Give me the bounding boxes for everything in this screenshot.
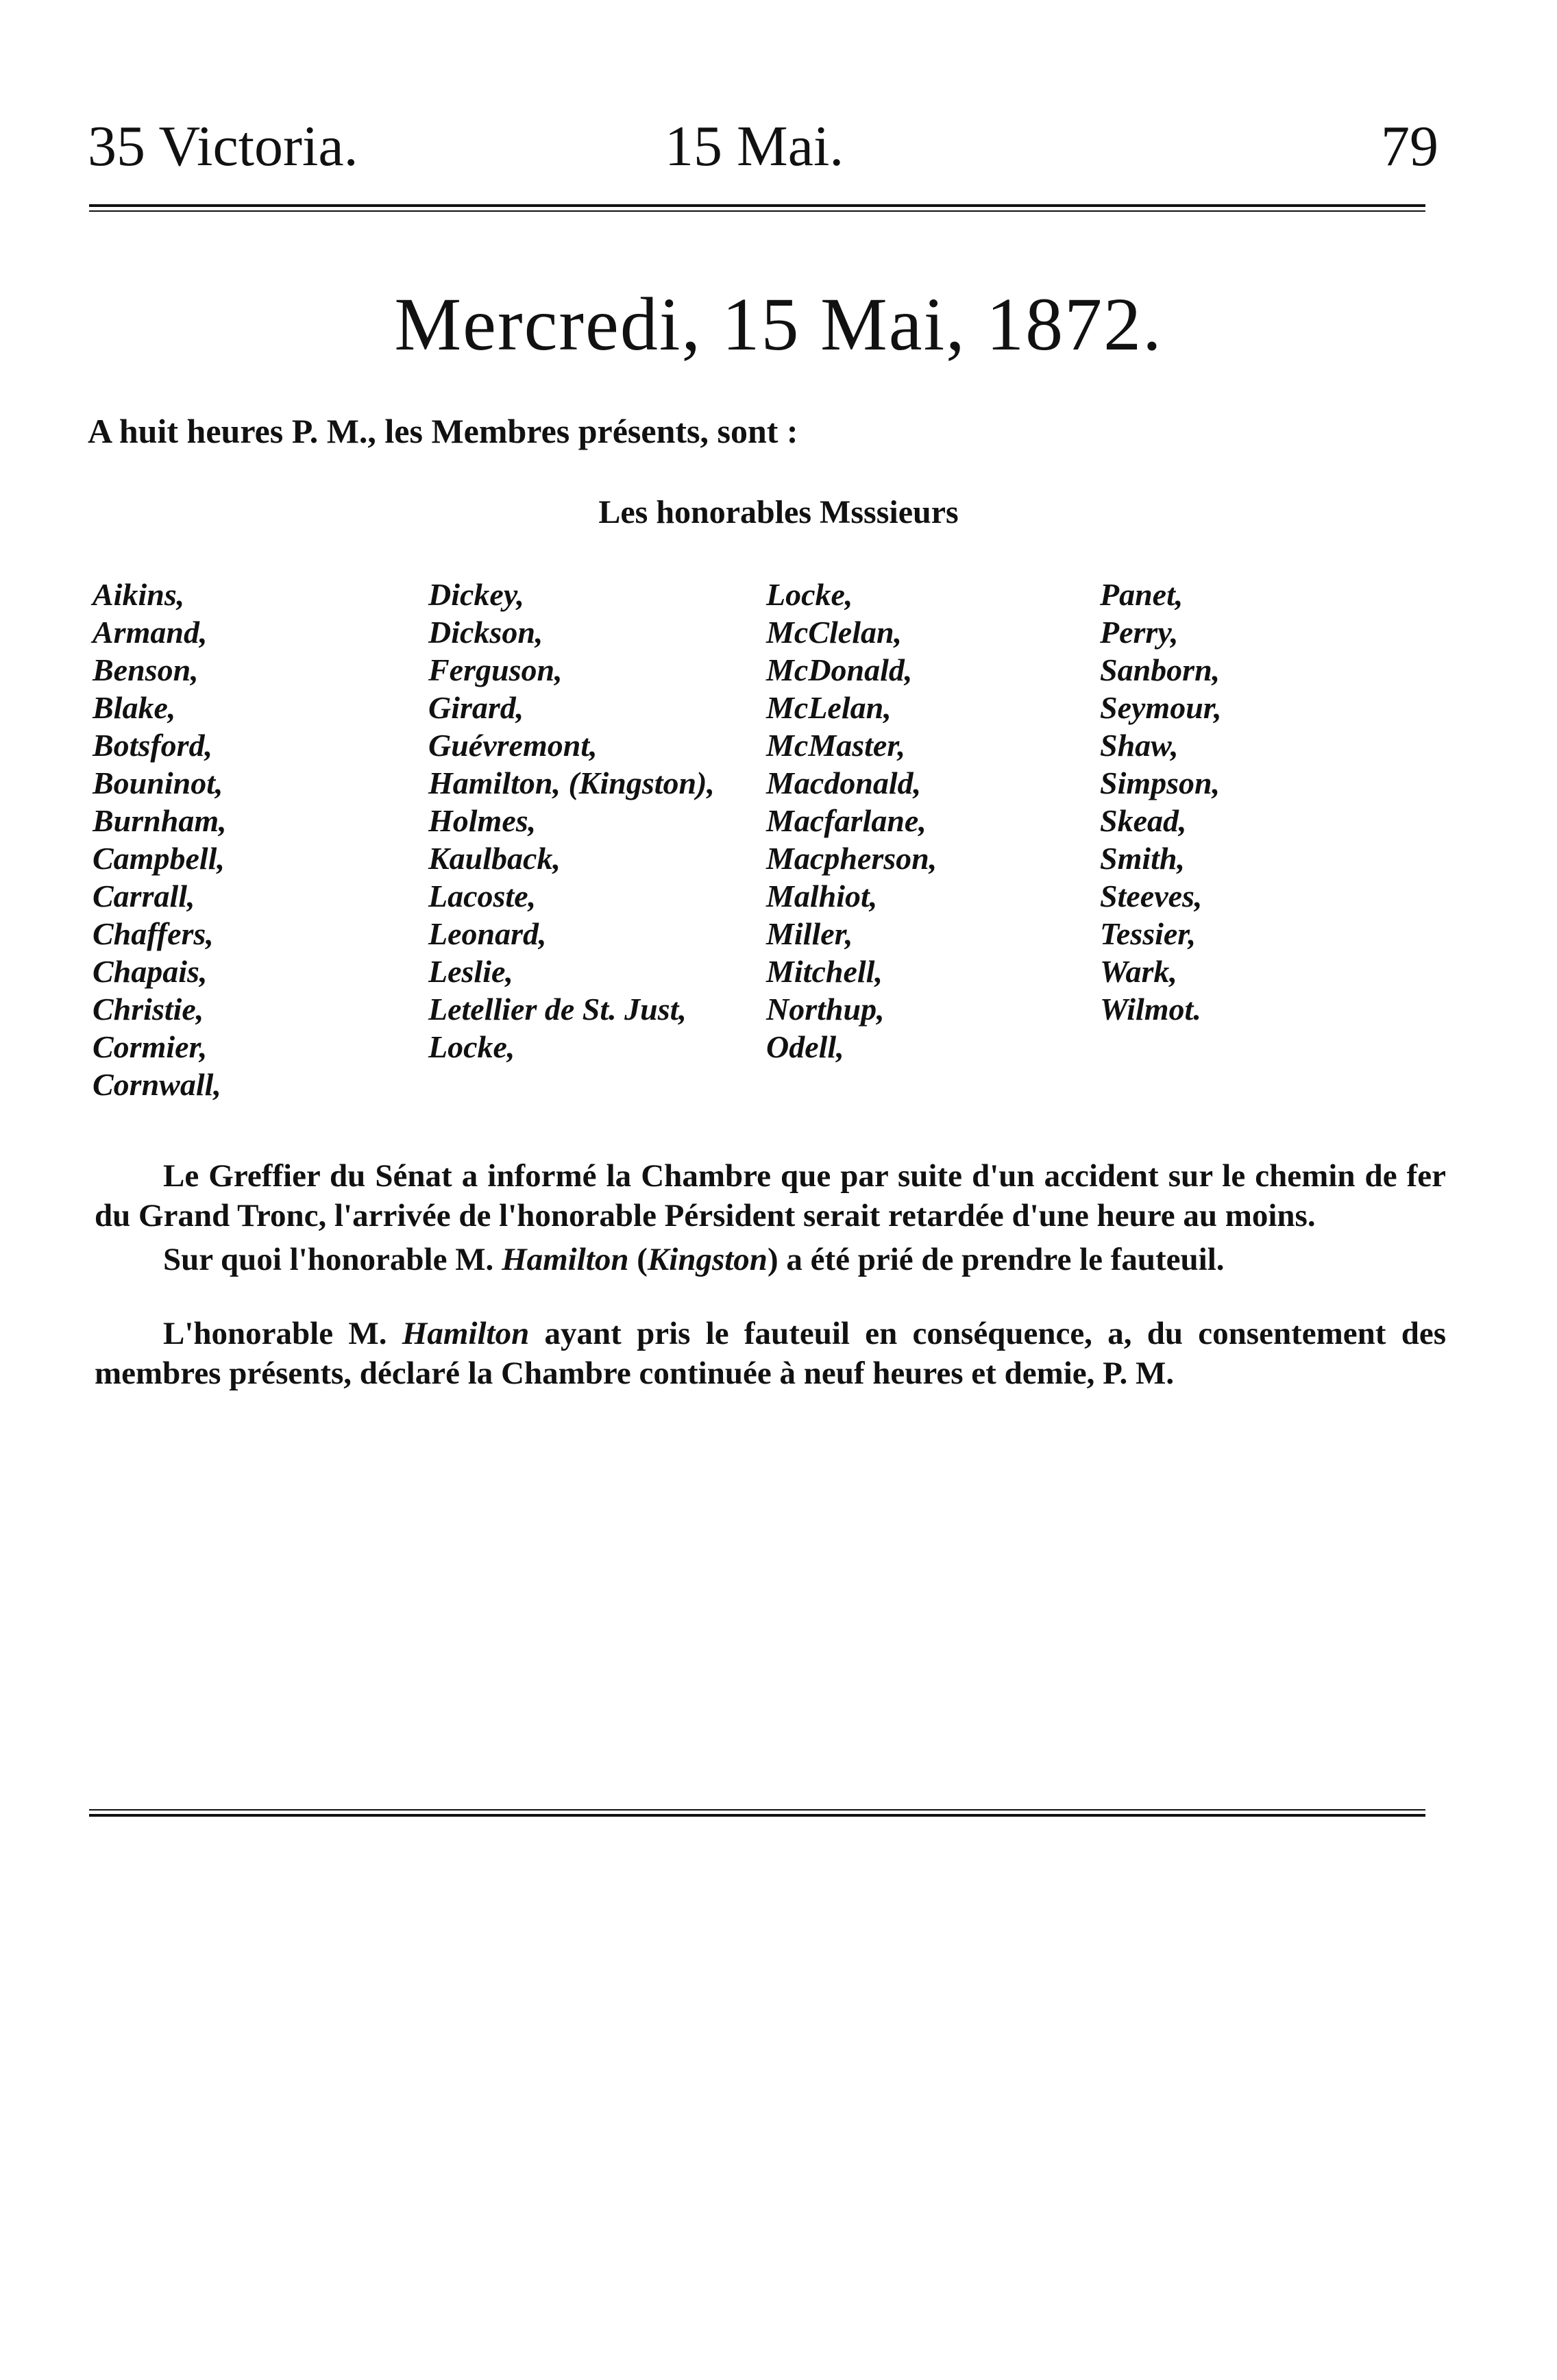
- page-number: 79: [1381, 114, 1438, 178]
- member-name: Macfarlane,: [766, 803, 927, 838]
- member-name: McDonald,: [766, 652, 913, 687]
- p3-text-before: L'honorable M.: [163, 1316, 402, 1351]
- member-name: Mitchell,: [766, 954, 883, 989]
- running-head-regnal-year: 35 Victoria.: [88, 114, 358, 178]
- footer-double-rule: [89, 1809, 1425, 1817]
- p2-text-before: Sur quoi l'honorable M.: [163, 1242, 502, 1277]
- member-name: Wark,: [1100, 954, 1177, 989]
- member-name: Smith,: [1100, 841, 1186, 876]
- paragraph-clerk-notice: Le Greffier du Sénat a informé la Chambre que par suite d'un accident sur le chemin de fer du Grand Tronc, l'arrivée de l'honorable Pérsident serait retardée d'une heure au moins.: [95, 1158, 1446, 1234]
- member-name: Holmes,: [428, 803, 537, 838]
- member-name: McLelan,: [766, 690, 892, 725]
- member-name: Letellier de St. Just,: [428, 992, 687, 1027]
- member-name: Shaw,: [1100, 728, 1179, 763]
- member-name: Kaulback,: [428, 841, 561, 876]
- member-name: Chapais,: [93, 954, 208, 989]
- p2-text-after: ) a été prié de prendre le fauteuil.: [767, 1242, 1225, 1277]
- member-name: Girard,: [428, 690, 524, 725]
- member-name: Northup,: [766, 992, 885, 1027]
- member-name: Bouninot,: [93, 765, 223, 800]
- members-column-3: [766, 576, 937, 1066]
- member-name: Aikins,: [93, 577, 185, 612]
- member-name: Botsford,: [93, 728, 213, 763]
- p2-member-name: Hamilton: [502, 1242, 629, 1277]
- members-address: Les honorables Msssieurs: [598, 494, 959, 530]
- member-name: Christie,: [93, 992, 204, 1027]
- member-name: Leslie,: [428, 954, 513, 989]
- member-name: Macdonald,: [766, 765, 922, 800]
- sitting-date-heading: Mercredi, 15 Mai, 1872.: [394, 282, 1163, 366]
- member-name: Leonard,: [428, 916, 547, 951]
- member-name: Panet,: [1100, 577, 1184, 612]
- p3-member-name: Hamilton: [402, 1316, 530, 1351]
- member-name: Macpherson,: [766, 841, 937, 876]
- member-name: Tessier,: [1100, 916, 1197, 951]
- member-name: Cornwall,: [93, 1067, 221, 1102]
- member-name: Malhiot,: [766, 879, 878, 913]
- paragraph-adjournment: [95, 1314, 1446, 1393]
- member-name: Locke,: [766, 577, 853, 612]
- member-name: Odell,: [766, 1029, 844, 1064]
- member-name: Hamilton, (Kingston),: [428, 765, 715, 800]
- member-name: McMaster,: [766, 728, 906, 763]
- member-name: Dickey,: [428, 577, 525, 612]
- member-name: Skead,: [1100, 803, 1187, 838]
- running-head: [0, 113, 1557, 188]
- member-name: Locke,: [428, 1029, 515, 1064]
- member-name: Campbell,: [93, 841, 225, 876]
- member-name: McClelan,: [766, 615, 903, 650]
- member-name: Lacoste,: [428, 879, 537, 913]
- member-name: Benson,: [93, 652, 199, 687]
- attendance-intro: A huit heures P. M., les Membres présents, sont :: [88, 412, 798, 450]
- member-name: Seymour,: [1100, 690, 1222, 725]
- member-name: Steeves,: [1100, 879, 1203, 913]
- member-name: Wilmot.: [1100, 992, 1201, 1027]
- p2-open-paren: (: [628, 1242, 648, 1277]
- member-name: Blake,: [93, 690, 176, 725]
- members-column-4: [1100, 576, 1222, 1028]
- member-name: Burnham,: [93, 803, 227, 838]
- member-name: Chaffers,: [93, 916, 214, 951]
- member-name: Dickson,: [428, 615, 543, 650]
- member-name: Guévremont,: [428, 728, 598, 763]
- members-column-2: [428, 576, 715, 1066]
- member-name: Armand,: [93, 615, 208, 650]
- members-column-1: [93, 576, 227, 1103]
- member-name: Sanborn,: [1100, 652, 1221, 687]
- paragraph-chair-request: [95, 1240, 1446, 1279]
- running-head-date: 15 Mai.: [665, 114, 844, 178]
- header-double-rule: [89, 204, 1425, 212]
- member-name: Carrall,: [93, 879, 195, 913]
- member-name: Ferguson,: [428, 652, 563, 687]
- member-name: Cormier,: [93, 1029, 208, 1064]
- member-name: Simpson,: [1100, 765, 1221, 800]
- p3-text-after: ayant pris le fauteuil en conséquence, a, du consentement des membres présents, déclaré la Chambre continuée à neuf heures et demie, P. M.: [95, 1316, 1446, 1391]
- member-name: Miller,: [766, 916, 853, 951]
- member-name: Perry,: [1100, 615, 1179, 650]
- p2-constituency: Kingston: [647, 1242, 768, 1277]
